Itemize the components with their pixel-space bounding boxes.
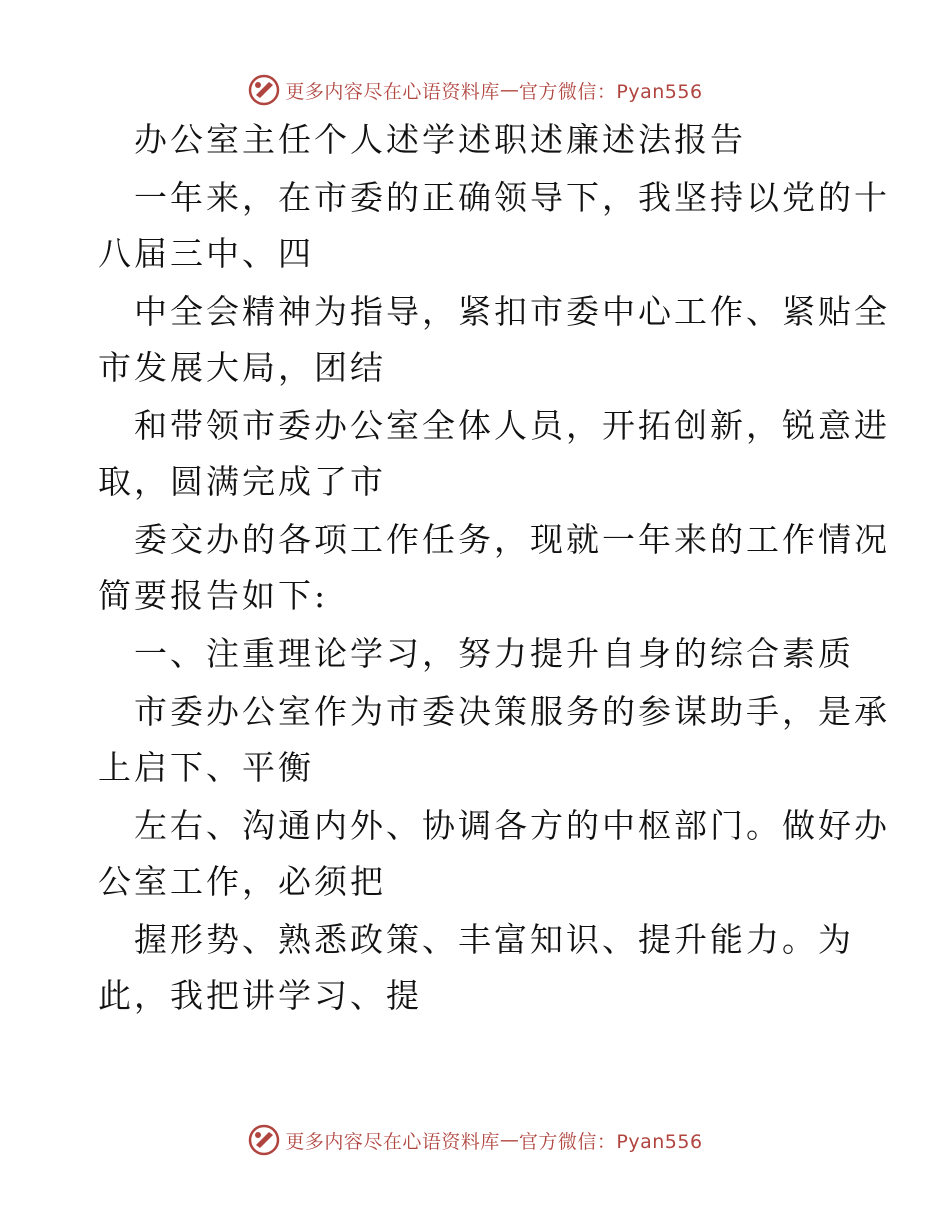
seal-logo-icon — [247, 73, 281, 107]
paragraph-line: 上启下、平衡 — [98, 748, 314, 787]
banner-separator: — — [499, 1129, 519, 1151]
banner-text: 更多内容尽在心语资料库 — [285, 1130, 500, 1153]
banner-contact: 官方微信：Pyan556 — [518, 1130, 703, 1153]
banner-separator: — — [499, 79, 519, 101]
paragraph-line: 握形势、熟悉政策、丰富知识、提升能力。为 — [134, 920, 854, 959]
banner-text: 更多内容尽在心语资料库 — [285, 80, 500, 103]
header-banner — [0, 70, 950, 110]
paragraph-line: 一年来，在市委的正确领导下，我坚持以党的十 — [134, 178, 890, 217]
paragraph-line: 中全会精神为指导，紧扣市委中心工作、紧贴全 — [134, 292, 890, 331]
paragraph-line: 左右、沟通内外、协调各方的中枢部门。做好办 — [134, 806, 890, 845]
paragraph-line: 委交办的各项工作任务，现就一年来的工作情况 — [134, 520, 890, 559]
banner-contact: 官方微信：Pyan556 — [518, 80, 703, 103]
paragraph-line: 市委办公室作为市委决策服务的参谋助手，是承 — [134, 692, 890, 731]
seal-logo-icon — [247, 1123, 281, 1157]
paragraph-line: 公室工作，必须把 — [98, 862, 386, 901]
footer-banner — [0, 1120, 950, 1160]
paragraph-line: 八届三中、四 — [98, 234, 314, 273]
document-title: 办公室主任个人述学述职述廉述法报告 — [134, 120, 746, 159]
section-heading: 一、注重理论学习，努力提升自身的综合素质 — [134, 634, 854, 673]
paragraph-line: 市发展大局，团结 — [98, 348, 386, 387]
paragraph-line: 取，圆满完成了市 — [98, 462, 386, 501]
paragraph-line: 简要报告如下: — [98, 576, 329, 615]
paragraph-line: 和带领市委办公室全体人员，开拓创新，锐意进 — [134, 406, 890, 445]
paragraph-line: 此，我把讲学习、提 — [98, 976, 422, 1015]
